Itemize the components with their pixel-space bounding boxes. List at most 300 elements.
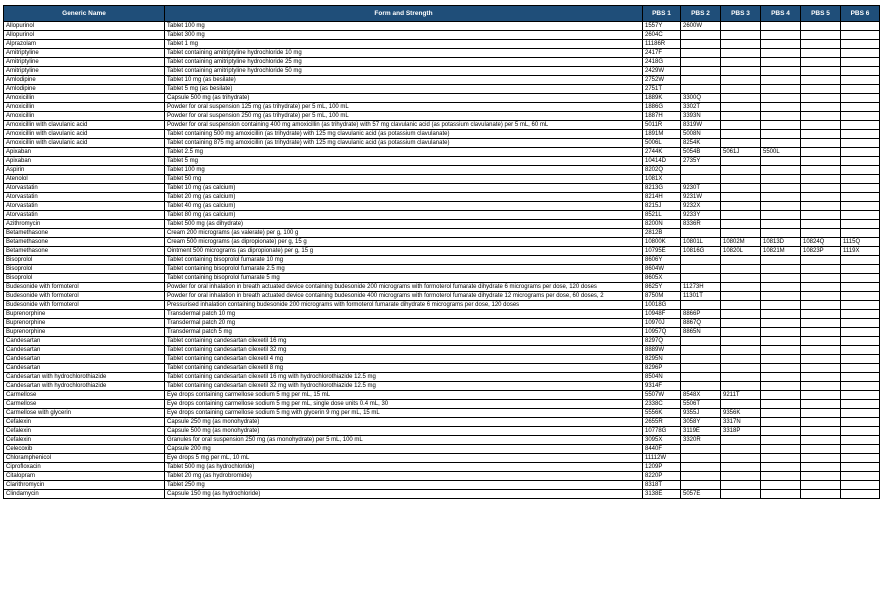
generic-name-cell: Atorvastatin: [4, 202, 165, 211]
pbs-6-cell: [841, 328, 880, 337]
generic-name-cell: Budesonide with formoterol: [4, 301, 165, 310]
pbs-4-cell: [761, 328, 801, 337]
pbs-2-cell: 3058Y: [681, 418, 721, 427]
table-row: [4, 436, 880, 445]
table-row: [4, 274, 880, 283]
generic-name-cell: Bisoprolol: [4, 256, 165, 265]
generic-name-cell: Amitriptyline: [4, 49, 165, 58]
pbs-3-cell: [721, 274, 761, 283]
pbs-3-cell: [721, 310, 761, 319]
pbs-6-cell: [841, 319, 880, 328]
generic-name-cell: Bisoprolol: [4, 265, 165, 274]
form-and-strength-cell: Capsule 150 mg (as hydrochloride): [165, 490, 643, 499]
pbs-2-cell: [681, 76, 721, 85]
pbs-2-cell: [681, 175, 721, 184]
pbs-1-cell: 1891M: [643, 130, 681, 139]
header-generic-name: Generic Name: [4, 6, 165, 22]
form-and-strength-cell: Tablet 80 mg (as calcium): [165, 211, 643, 220]
generic-name-cell: Budesonide with formoterol: [4, 283, 165, 292]
pbs-2-cell: 8254K: [681, 139, 721, 148]
table-row: [4, 445, 880, 454]
pbs-3-cell: [721, 481, 761, 490]
pbs-4-cell: [761, 40, 801, 49]
pbs-3-cell: [721, 85, 761, 94]
table-row: [4, 301, 880, 310]
pbs-3-cell: [721, 184, 761, 193]
pbs-1-cell: 8297Q: [643, 337, 681, 346]
pbs-5-cell: [801, 310, 841, 319]
pbs-5-cell: [801, 355, 841, 364]
generic-name-cell: Amoxicillin: [4, 94, 165, 103]
pbs-2-cell: [681, 382, 721, 391]
form-and-strength-cell: Powder for oral suspension 250 mg (as trihydrate) per 5 mL, 100 mL: [165, 112, 643, 121]
table-row: [4, 292, 880, 301]
generic-name-cell: Alprazolam: [4, 40, 165, 49]
pbs-2-cell: [681, 445, 721, 454]
pbs-5-cell: [801, 445, 841, 454]
pbs-6-cell: [841, 58, 880, 67]
pbs-3-cell: [721, 472, 761, 481]
pbs-3-cell: [721, 292, 761, 301]
pbs-6-cell: [841, 283, 880, 292]
pbs-medicine-table: [3, 5, 880, 499]
form-and-strength-cell: Transdermal patch 10 mg: [165, 310, 643, 319]
pbs-6-cell: [841, 211, 880, 220]
pbs-5-cell: [801, 175, 841, 184]
table-row: [4, 373, 880, 382]
generic-name-cell: Betamethasone: [4, 238, 165, 247]
pbs-6-cell: [841, 310, 880, 319]
table-row: [4, 58, 880, 67]
pbs-3-cell: [721, 103, 761, 112]
form-and-strength-cell: Granules for oral suspension 250 mg (as monohydrate) per 5 mL, 100 mL: [165, 436, 643, 445]
pbs-6-cell: [841, 391, 880, 400]
pbs-3-cell: [721, 301, 761, 310]
pbs-3-cell: [721, 58, 761, 67]
table-row: [4, 139, 880, 148]
pbs-2-cell: [681, 256, 721, 265]
form-and-strength-cell: Tablet 20 mg (as calcium): [165, 193, 643, 202]
pbs-1-cell: 8202Q: [643, 166, 681, 175]
pbs-1-cell: 8889W: [643, 346, 681, 355]
pbs-2-cell: 5506T: [681, 400, 721, 409]
pbs-1-cell: 8604W: [643, 265, 681, 274]
generic-name-cell: Buprenorphine: [4, 310, 165, 319]
pbs-1-cell: 10800K: [643, 238, 681, 247]
pbs-4-cell: [761, 373, 801, 382]
pbs-3-cell: [721, 373, 761, 382]
pbs-4-cell: [761, 400, 801, 409]
pbs-3-cell: [721, 283, 761, 292]
form-and-strength-cell: Tablet 10 mg (as calcium): [165, 184, 643, 193]
pbs-4-cell: [761, 103, 801, 112]
generic-name-cell: Citalopram: [4, 472, 165, 481]
pbs-1-cell: 8296P: [643, 364, 681, 373]
pbs-4-cell: [761, 463, 801, 472]
pbs-6-cell: [841, 121, 880, 130]
pbs-6-cell: [841, 85, 880, 94]
generic-name-cell: Candesartan with hydrochlorothiazide: [4, 373, 165, 382]
pbs-2-cell: 2735Y: [681, 157, 721, 166]
pbs-3-cell: [721, 94, 761, 103]
pbs-4-cell: [761, 454, 801, 463]
table-row: [4, 202, 880, 211]
pbs-3-cell: [721, 193, 761, 202]
generic-name-cell: Amoxicillin: [4, 112, 165, 121]
pbs-5-cell: [801, 49, 841, 58]
pbs-1-cell: 11186R: [643, 40, 681, 49]
generic-name-cell: Allopurinol: [4, 22, 165, 31]
pbs-6-cell: [841, 427, 880, 436]
pbs-2-cell: 9232X: [681, 202, 721, 211]
pbs-4-cell: [761, 418, 801, 427]
pbs-2-cell: 8865N: [681, 328, 721, 337]
form-and-strength-cell: Transdermal patch 5 mg: [165, 328, 643, 337]
pbs-5-cell: [801, 391, 841, 400]
pbs-1-cell: 8214H: [643, 193, 681, 202]
pbs-4-cell: [761, 337, 801, 346]
pbs-2-cell: 8867Q: [681, 319, 721, 328]
pbs-5-cell: [801, 409, 841, 418]
table-row: [4, 238, 880, 247]
form-and-strength-cell: Tablet 40 mg (as calcium): [165, 202, 643, 211]
pbs-5-cell: [801, 211, 841, 220]
generic-name-cell: Amoxicillin with clavulanic acid: [4, 121, 165, 130]
pbs-4-cell: [761, 112, 801, 121]
pbs-5-cell: [801, 40, 841, 49]
table-row: [4, 148, 880, 157]
pbs-6-cell: [841, 274, 880, 283]
pbs-5-cell: [801, 31, 841, 40]
table-row: [4, 103, 880, 112]
table-row: [4, 391, 880, 400]
pbs-6-cell: [841, 265, 880, 274]
form-and-strength-cell: Tablet containing bisoprolol fumarate 2.5 mg: [165, 265, 643, 274]
generic-name-cell: Buprenorphine: [4, 319, 165, 328]
pbs-5-cell: [801, 337, 841, 346]
pbs-4-cell: [761, 85, 801, 94]
pbs-5-cell: [801, 76, 841, 85]
pbs-4-cell: [761, 427, 801, 436]
generic-name-cell: Allopurinol: [4, 31, 165, 40]
table-row: [4, 472, 880, 481]
pbs-1-cell: 2338C: [643, 400, 681, 409]
pbs-3-cell: [721, 436, 761, 445]
pbs-6-cell: [841, 166, 880, 175]
pbs-3-cell: [721, 49, 761, 58]
table-row: [4, 427, 880, 436]
pbs-5-cell: [801, 85, 841, 94]
form-and-strength-cell: Tablet 2.5 mg: [165, 148, 643, 157]
pbs-1-cell: 2417F: [643, 49, 681, 58]
pbs-table-container: [3, 5, 879, 499]
pbs-3-cell: [721, 256, 761, 265]
generic-name-cell: Carmellose: [4, 400, 165, 409]
generic-name-cell: Amoxicillin: [4, 103, 165, 112]
generic-name-cell: Azithromycin: [4, 220, 165, 229]
table-row: [4, 319, 880, 328]
form-and-strength-cell: Tablet 500 mg (as hydrochloride): [165, 463, 643, 472]
pbs-3-cell: [721, 157, 761, 166]
pbs-6-cell: [841, 355, 880, 364]
table-row: [4, 346, 880, 355]
pbs-2-cell: [681, 463, 721, 472]
pbs-6-cell: [841, 481, 880, 490]
pbs-1-cell: 10414D: [643, 157, 681, 166]
pbs-1-cell: 10948F: [643, 310, 681, 319]
table-row: [4, 31, 880, 40]
pbs-6-cell: [841, 373, 880, 382]
pbs-1-cell: 11112W: [643, 454, 681, 463]
pbs-6-cell: [841, 193, 880, 202]
pbs-6-cell: [841, 130, 880, 139]
pbs-5-cell: [801, 319, 841, 328]
pbs-3-cell: [721, 121, 761, 130]
form-and-strength-cell: Tablet 300 mg: [165, 31, 643, 40]
generic-name-cell: Betamethasone: [4, 247, 165, 256]
pbs-6-cell: [841, 94, 880, 103]
pbs-4-cell: [761, 256, 801, 265]
form-and-strength-cell: Eye drops containing carmellose sodium 5 mg with glycerin 9 mg per mL, 15 mL: [165, 409, 643, 418]
pbs-6-cell: [841, 22, 880, 31]
pbs-2-cell: 10801L: [681, 238, 721, 247]
pbs-3-cell: 10820L: [721, 247, 761, 256]
pbs-3-cell: [721, 490, 761, 499]
pbs-2-cell: [681, 346, 721, 355]
header-pbs-3: PBS 3: [721, 6, 761, 22]
pbs-5-cell: [801, 346, 841, 355]
pbs-2-cell: 10816G: [681, 247, 721, 256]
pbs-6-cell: [841, 175, 880, 184]
generic-name-cell: Candesartan: [4, 337, 165, 346]
pbs-5-cell: [801, 400, 841, 409]
pbs-6-cell: [841, 454, 880, 463]
pbs-6-cell: [841, 76, 880, 85]
pbs-4-cell: [761, 202, 801, 211]
pbs-5-cell: [801, 418, 841, 427]
pbs-5-cell: [801, 454, 841, 463]
pbs-4-cell: [761, 355, 801, 364]
pbs-5-cell: [801, 490, 841, 499]
pbs-2-cell: [681, 373, 721, 382]
generic-name-cell: Carmellose: [4, 391, 165, 400]
pbs-4-cell: [761, 409, 801, 418]
pbs-5-cell: 10824Q: [801, 238, 841, 247]
table-row: [4, 247, 880, 256]
pbs-3-cell: [721, 400, 761, 409]
pbs-3-cell: [721, 22, 761, 31]
table-row: [4, 130, 880, 139]
generic-name-cell: Aspirin: [4, 166, 165, 175]
pbs-4-cell: [761, 436, 801, 445]
table-row: [4, 49, 880, 58]
form-and-strength-cell: Tablet containing amitriptyline hydrochloride 10 mg: [165, 49, 643, 58]
form-and-strength-cell: Tablet containing candesartan cilexetil 8 mg: [165, 364, 643, 373]
pbs-5-cell: [801, 220, 841, 229]
pbs-3-cell: [721, 382, 761, 391]
pbs-1-cell: 10795E: [643, 247, 681, 256]
pbs-3-cell: [721, 346, 761, 355]
form-and-strength-cell: Powder for oral suspension 125 mg (as trihydrate) per 5 mL, 100 mL: [165, 103, 643, 112]
pbs-4-cell: [761, 346, 801, 355]
pbs-4-cell: [761, 76, 801, 85]
pbs-4-cell: [761, 184, 801, 193]
table-row: [4, 94, 880, 103]
pbs-1-cell: 8220P: [643, 472, 681, 481]
pbs-6-cell: [841, 409, 880, 418]
form-and-strength-cell: Capsule 500 mg (as trihydrate): [165, 94, 643, 103]
table-row: [4, 418, 880, 427]
pbs-1-cell: 2744K: [643, 148, 681, 157]
generic-name-cell: Candesartan with hydrochlorothiazide: [4, 382, 165, 391]
pbs-6-cell: [841, 292, 880, 301]
pbs-2-cell: 3302T: [681, 103, 721, 112]
pbs-4-cell: [761, 211, 801, 220]
pbs-6-cell: [841, 445, 880, 454]
table-row: [4, 112, 880, 121]
generic-name-cell: Cefalexin: [4, 427, 165, 436]
table-row: [4, 193, 880, 202]
pbs-6-cell: [841, 418, 880, 427]
pbs-4-cell: [761, 49, 801, 58]
pbs-3-cell: 5061J: [721, 148, 761, 157]
pbs-4-cell: 10821M: [761, 247, 801, 256]
generic-name-cell: Amlodipine: [4, 76, 165, 85]
pbs-3-cell: [721, 40, 761, 49]
pbs-6-cell: [841, 346, 880, 355]
pbs-5-cell: [801, 373, 841, 382]
pbs-2-cell: 2600W: [681, 22, 721, 31]
generic-name-cell: Budesonide with formoterol: [4, 292, 165, 301]
pbs-1-cell: 8605X: [643, 274, 681, 283]
form-and-strength-cell: Cream 200 micrograms (as valerate) per g, 100 g: [165, 229, 643, 238]
pbs-1-cell: 1887H: [643, 112, 681, 121]
generic-name-cell: Amoxicillin with clavulanic acid: [4, 139, 165, 148]
pbs-2-cell: 9231W: [681, 193, 721, 202]
table-row: [4, 175, 880, 184]
form-and-strength-cell: Eye drops containing carmellose sodium 5 mg per mL, 15 mL: [165, 391, 643, 400]
table-row: [4, 76, 880, 85]
generic-name-cell: Atorvastatin: [4, 193, 165, 202]
form-and-strength-cell: Powder for oral inhalation in breath actuated device containing budesonide 400 micrograms with formoterol fumarate dihydrate 12 micrograms per dose, 60 doses, 2: [165, 292, 643, 301]
pbs-4-cell: [761, 292, 801, 301]
pbs-5-cell: [801, 58, 841, 67]
table-row: [4, 229, 880, 238]
pbs-4-cell: [761, 31, 801, 40]
pbs-3-cell: [721, 67, 761, 76]
header-pbs-2: PBS 2: [681, 6, 721, 22]
pbs-6-cell: [841, 301, 880, 310]
pbs-3-cell: [721, 454, 761, 463]
pbs-6-cell: [841, 382, 880, 391]
generic-name-cell: Clarithromycin: [4, 481, 165, 490]
pbs-1-cell: 9314F: [643, 382, 681, 391]
pbs-2-cell: [681, 229, 721, 238]
pbs-2-cell: 8866P: [681, 310, 721, 319]
pbs-6-cell: [841, 112, 880, 121]
pbs-2-cell: [681, 166, 721, 175]
form-and-strength-cell: Tablet 50 mg: [165, 175, 643, 184]
form-and-strength-cell: Tablet 100 mg: [165, 166, 643, 175]
pbs-5-cell: [801, 364, 841, 373]
table-row: [4, 409, 880, 418]
pbs-1-cell: 2812B: [643, 229, 681, 238]
pbs-5-cell: [801, 472, 841, 481]
pbs-3-cell: 9356K: [721, 409, 761, 418]
pbs-3-cell: 3317N: [721, 418, 761, 427]
pbs-2-cell: 5008N: [681, 130, 721, 139]
pbs-5-cell: [801, 121, 841, 130]
pbs-6-cell: [841, 148, 880, 157]
pbs-2-cell: [681, 274, 721, 283]
form-and-strength-cell: Eye drops containing carmellose sodium 5 mg per mL, single dose units 0.4 mL, 30: [165, 400, 643, 409]
pbs-3-cell: 10802M: [721, 238, 761, 247]
pbs-2-cell: [681, 49, 721, 58]
pbs-2-cell: [681, 31, 721, 40]
pbs-1-cell: 10778G: [643, 427, 681, 436]
pbs-5-cell: [801, 94, 841, 103]
pbs-5-cell: [801, 139, 841, 148]
pbs-2-cell: [681, 481, 721, 490]
generic-name-cell: Clindamycin: [4, 490, 165, 499]
pbs-1-cell: 8625Y: [643, 283, 681, 292]
pbs-4-cell: [761, 481, 801, 490]
pbs-2-cell: 5054B: [681, 148, 721, 157]
form-and-strength-cell: Tablet containing candesartan cilexetil 16 mg with hydrochlorothiazide 12.5 mg: [165, 373, 643, 382]
pbs-3-cell: [721, 229, 761, 238]
pbs-4-cell: [761, 220, 801, 229]
table-row: [4, 22, 880, 31]
header-row: [4, 6, 880, 22]
table-row: [4, 328, 880, 337]
pbs-5-cell: [801, 274, 841, 283]
pbs-3-cell: 3318P: [721, 427, 761, 436]
pbs-4-cell: [761, 301, 801, 310]
pbs-5-cell: [801, 265, 841, 274]
pbs-2-cell: 8319W: [681, 121, 721, 130]
form-and-strength-cell: Ointment 500 micrograms (as dipropionate) per g, 15 g: [165, 247, 643, 256]
pbs-6-cell: [841, 202, 880, 211]
generic-name-cell: Cefalexin: [4, 436, 165, 445]
pbs-1-cell: 8750M: [643, 292, 681, 301]
pbs-6-cell: [841, 40, 880, 49]
generic-name-cell: Chloramphenicol: [4, 454, 165, 463]
pbs-3-cell: [721, 364, 761, 373]
pbs-1-cell: 2429W: [643, 67, 681, 76]
pbs-1-cell: 5507W: [643, 391, 681, 400]
pbs-2-cell: 8548X: [681, 391, 721, 400]
form-and-strength-cell: Tablet containing amitriptyline hydrochloride 50 mg: [165, 67, 643, 76]
pbs-4-cell: [761, 166, 801, 175]
pbs-2-cell: 9355J: [681, 409, 721, 418]
generic-name-cell: Amoxicillin with clavulanic acid: [4, 130, 165, 139]
form-and-strength-cell: Tablet 5 mg: [165, 157, 643, 166]
pbs-6-cell: [841, 400, 880, 409]
pbs-4-cell: [761, 58, 801, 67]
table-row: [4, 454, 880, 463]
pbs-4-cell: [761, 490, 801, 499]
form-and-strength-cell: Tablet 500 mg (as dihydrate): [165, 220, 643, 229]
pbs-2-cell: 11273H: [681, 283, 721, 292]
pbs-4-cell: [761, 265, 801, 274]
pbs-6-cell: 1119X: [841, 247, 880, 256]
pbs-5-cell: [801, 328, 841, 337]
pbs-5-cell: [801, 184, 841, 193]
pbs-2-cell: 3393N: [681, 112, 721, 121]
form-and-strength-cell: Tablet 5 mg (as besilate): [165, 85, 643, 94]
generic-name-cell: Bisoprolol: [4, 274, 165, 283]
table-row: [4, 256, 880, 265]
